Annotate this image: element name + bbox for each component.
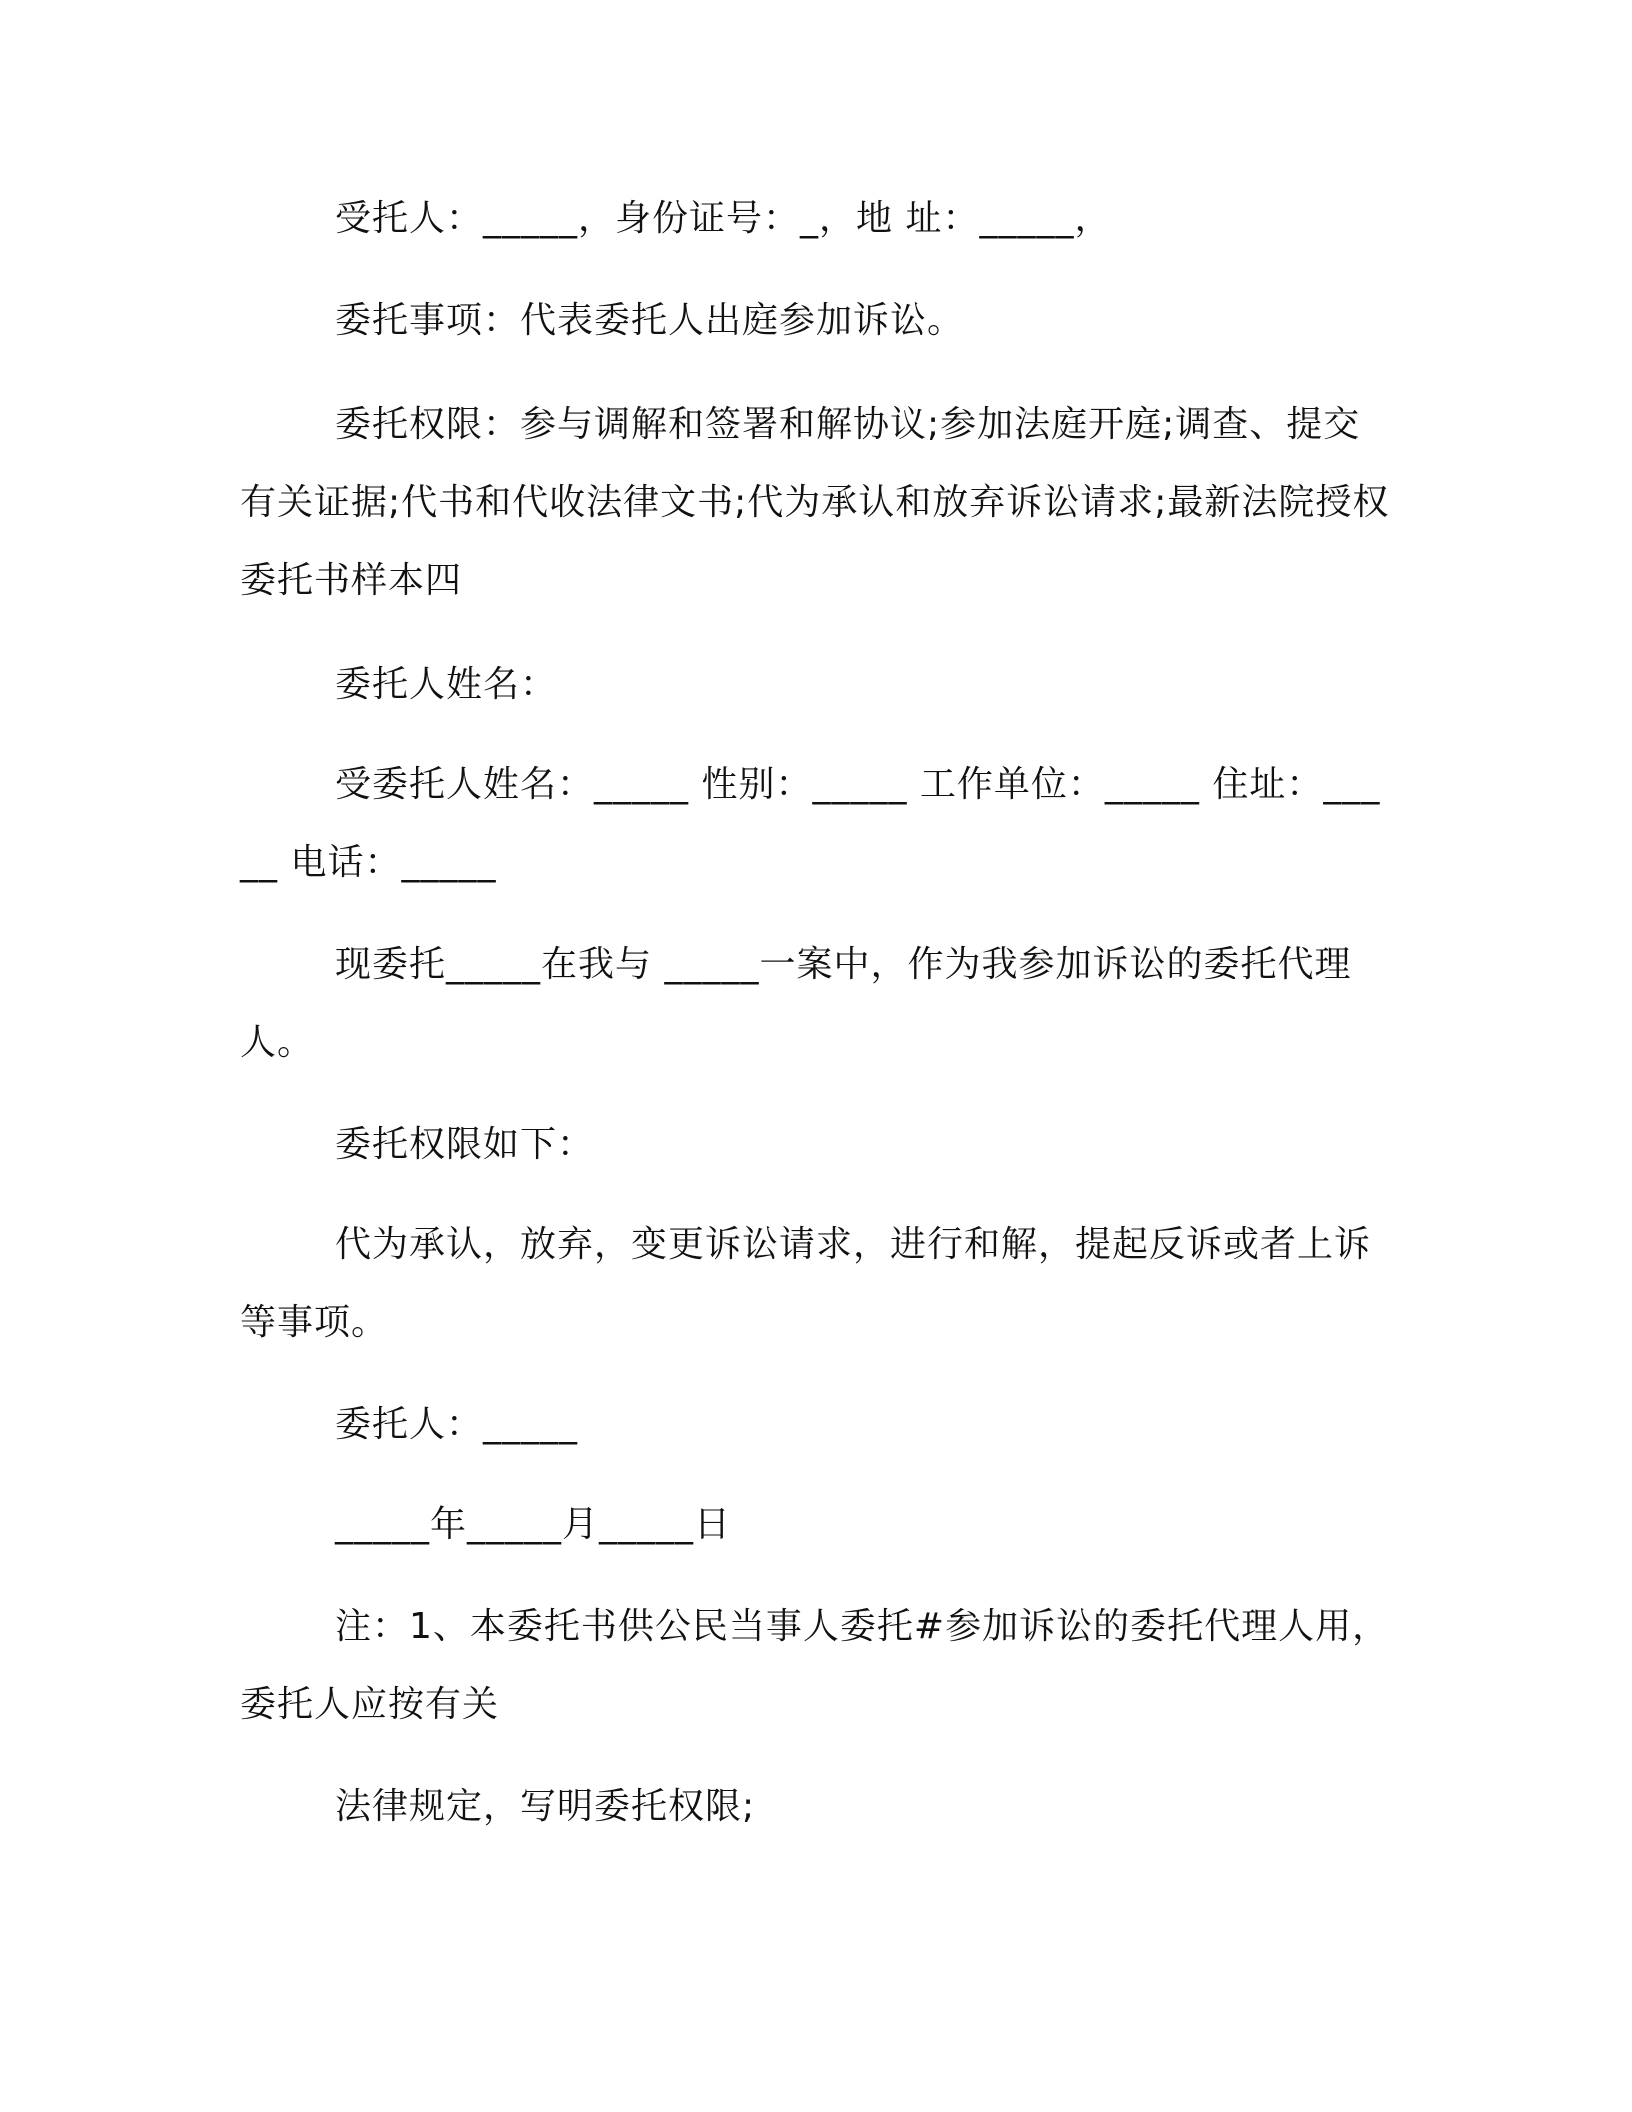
paragraph-note-continued: 法律规定，写明委托权限; (335, 1786, 756, 1827)
paragraph-note: 注：1、本委托书供公民当事人委托#参加诉讼的委托代理人用，委托人应按有关 (240, 1606, 1390, 1725)
paragraph-date: _____年_____月_____日 (335, 1504, 732, 1545)
paragraph-principal-signature: 委托人：_____ (335, 1404, 579, 1445)
paragraph-principal-name: 委托人姓名： (335, 664, 558, 705)
paragraph-authority-details: 代为承认，放弃，变更诉讼请求，进行和解，提起反诉或者上诉等事项。 (240, 1224, 1372, 1343)
paragraph-agent-info: 受委托人姓名：_____ 性别：_____ 工作单位：_____ 住址：_____ 电话：_____ (240, 764, 1381, 883)
paragraph-entrusted-matter: 委托事项：代表委托人出庭参加诉讼。 (335, 300, 965, 341)
paragraph-authority-heading: 委托权限如下： (335, 1124, 595, 1165)
paragraph-authority-scope: 委托权限：参与调解和签署和解协议;参加法庭开庭;调查、提交有关证据;代书和代收法律文书;代为承认和放弃诉讼请求;最新法院授权委托书样本四 (240, 404, 1390, 601)
paragraph-trustee: 受托人：_____，身份证号：_，地 址：_____， (335, 198, 1112, 239)
paragraph-appointment: 现委托_____在我与 _____一案中，作为我参加诉讼的委托代理人。 (240, 944, 1352, 1063)
